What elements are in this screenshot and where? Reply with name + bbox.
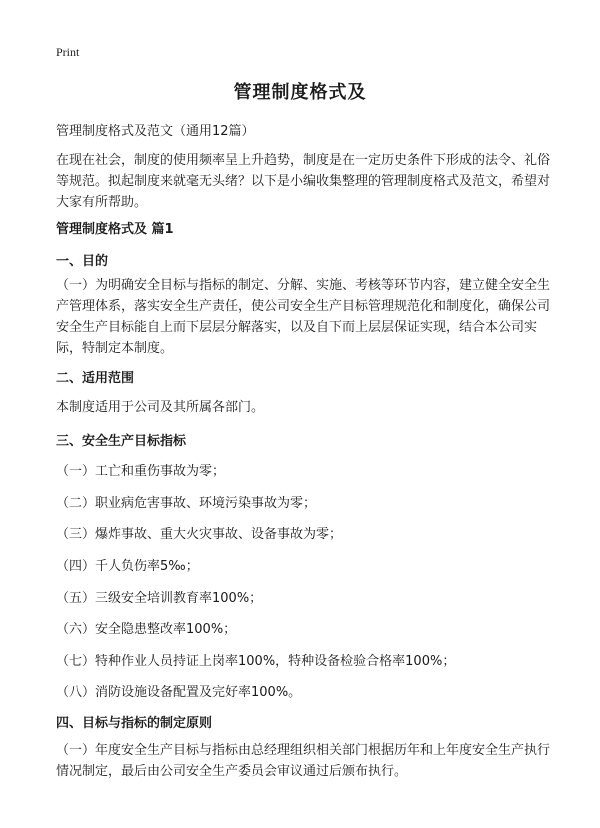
list-item: （四）千人负伤率5‰； bbox=[56, 559, 199, 574]
list-item: （二）职业病危害事故、环境污染事故为零； bbox=[56, 496, 317, 511]
heading-scope: 二、适用范围 bbox=[56, 371, 135, 386]
paragraph-principles: （一）年度安全生产目标与指标由总经理组织相关部门根据历年和上年度安全生产执行情况制定，最后由公司安全生产委员会审议通过后颁布执行。 bbox=[56, 743, 551, 779]
list-item: （六）安全隐患整改率100%； bbox=[56, 622, 237, 637]
list-item: （三）爆炸事故、重大火灾事故、设备事故为零； bbox=[56, 527, 343, 542]
list-item: （八）消防设施设备配置及完好率100%。 bbox=[56, 685, 302, 700]
intro-paragraph: 在现在社会，制度的使用频率呈上升趋势，制度是在一定历史条件下形成的法令、礼俗等规范。拟起制度来就毫无头绪？以下是小编收集整理的管理制度格式及范文，希望对大家有所帮助。 bbox=[56, 153, 551, 210]
paragraph-scope: 本制度适用于公司及其所属各部门。 bbox=[56, 400, 265, 415]
heading-targets: 三、安全生产目标指标 bbox=[56, 434, 187, 449]
print-link[interactable]: Print bbox=[56, 45, 80, 59]
heading-purpose: 一、目的 bbox=[56, 254, 109, 269]
paragraph-purpose: （一）为明确安全目标与指标的制定、分解、实施、考核等环节内容，建立健全安全生产管理体系，落实安全生产责任，使公司安全生产目标管理规范化和制度化，确保公司安全生产目标能自上而下层层分解落实，以及自下而上层层保证实现，结合本公司实际，特制定本制度。 bbox=[56, 278, 551, 356]
page-title: 管理制度格式及 bbox=[233, 82, 367, 103]
list-item: （七）特种作业人员持证上岗率100%，特种设备检验合格率100%； bbox=[56, 654, 456, 669]
list-item: （五）三级安全培训教育率100%； bbox=[56, 591, 263, 606]
heading-principles: 四、目标与指标的制定原则 bbox=[56, 716, 213, 731]
list-item: （一）工亡和重伤事故为零； bbox=[56, 464, 226, 479]
page-subtitle: 管理制度格式及范文（通用12篇） bbox=[56, 124, 255, 139]
section-title: 管理制度格式及 篇1 bbox=[56, 222, 174, 237]
